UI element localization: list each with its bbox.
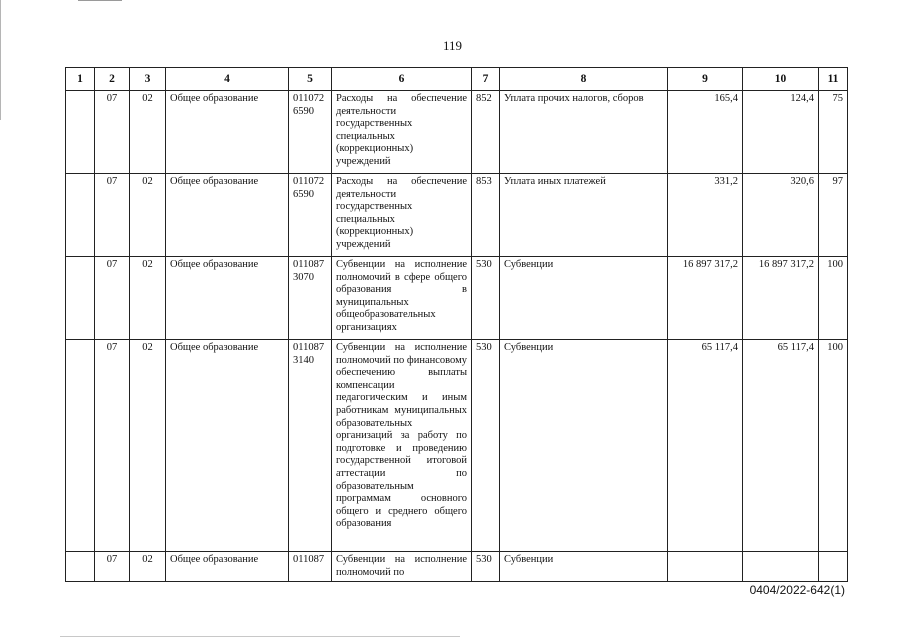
col-header-2: 2	[95, 68, 130, 91]
table-row	[66, 340, 848, 552]
cell-expense-name: Уплата прочих налогов, сборов	[500, 91, 668, 174]
cell-description: Субвенции на исполнение полномочий в сфере общего образования в муниципальных общеобразовательных организациях	[332, 257, 472, 340]
cell-target-code: 011087 3140	[289, 340, 332, 552]
cell-target-code: 011087 3070	[289, 257, 332, 340]
cell-subsection: 02	[130, 91, 166, 174]
cell-subsection: 02	[130, 552, 166, 582]
cell-col1	[66, 340, 95, 552]
cell-section: 07	[95, 91, 130, 174]
table-row	[66, 174, 848, 257]
page-number: 119	[442, 38, 463, 53]
cell-expense-name: Субвенции	[500, 340, 668, 552]
cell-percent	[819, 552, 848, 582]
col-header-4: 4	[166, 68, 289, 91]
cell-planned: 65 117,4	[668, 340, 743, 552]
cell-description: Субвенции на исполнение полномочий по	[332, 552, 472, 582]
cell-target-code: 011072 6590	[289, 91, 332, 174]
cell-percent: 100	[819, 257, 848, 340]
col-header-1: 1	[66, 68, 95, 91]
cell-percent: 100	[819, 340, 848, 552]
cell-section: 07	[95, 552, 130, 582]
cell-expense-type: 530	[472, 257, 500, 340]
col-header-10: 10	[743, 68, 819, 91]
table-row	[66, 91, 848, 174]
cell-col1	[66, 174, 95, 257]
cell-target-code: 011072 6590	[289, 174, 332, 257]
cell-section-name: Общее образование	[166, 91, 289, 174]
cell-section-name: Общее образование	[166, 340, 289, 552]
cell-description: Субвенции на исполнение полномочий по финансовому обеспечению выплаты компенсации педагогическим и иным работникам муниципальных образовательных организаций за работу по подготовке и проведению государственной итоговой аттестации по образовательным программам основного общего и среднего общего образования	[332, 340, 472, 552]
budget-table	[65, 67, 848, 582]
cell-planned: 165,4	[668, 91, 743, 174]
cell-col1	[66, 257, 95, 340]
cell-section: 07	[95, 174, 130, 257]
cell-description: Расходы на обеспечение деятельности государственных специальных (коррекционных) учреждений	[332, 174, 472, 257]
cell-expense-type: 530	[472, 340, 500, 552]
cell-section-name: Общее образование	[166, 257, 289, 340]
cell-expense-type: 853	[472, 174, 500, 257]
col-header-11: 11	[819, 68, 848, 91]
col-header-7: 7	[472, 68, 500, 91]
cell-percent: 97	[819, 174, 848, 257]
cell-section: 07	[95, 257, 130, 340]
cell-section: 07	[95, 340, 130, 552]
cell-executed: 320,6	[743, 174, 819, 257]
scan-mark-left	[0, 0, 1, 120]
cell-executed: 65 117,4	[743, 340, 819, 552]
cell-expense-name: Субвенции	[500, 257, 668, 340]
cell-expense-name: Уплата иных платежей	[500, 174, 668, 257]
cell-planned	[668, 552, 743, 582]
cell-planned: 331,2	[668, 174, 743, 257]
col-header-5: 5	[289, 68, 332, 91]
cell-planned: 16 897 317,2	[668, 257, 743, 340]
col-header-3: 3	[130, 68, 166, 91]
col-header-9: 9	[668, 68, 743, 91]
cell-section-name: Общее образование	[166, 174, 289, 257]
cell-percent: 75	[819, 91, 848, 174]
cell-executed	[743, 552, 819, 582]
cell-expense-type: 530	[472, 552, 500, 582]
table-row	[66, 257, 848, 340]
cell-executed: 16 897 317,2	[743, 257, 819, 340]
col-header-8: 8	[500, 68, 668, 91]
cell-expense-type: 852	[472, 91, 500, 174]
col-header-6: 6	[332, 68, 472, 91]
cell-col1	[66, 91, 95, 174]
cell-executed: 124,4	[743, 91, 819, 174]
document-code: 0404/2022-642(1)	[749, 583, 845, 597]
cell-subsection: 02	[130, 340, 166, 552]
cell-description: Расходы на обеспечение деятельности государственных специальных (коррекционных) учреждений	[332, 91, 472, 174]
table-row	[66, 552, 848, 582]
cell-subsection: 02	[130, 257, 166, 340]
cell-subsection: 02	[130, 174, 166, 257]
cell-expense-name: Субвенции	[500, 552, 668, 582]
cell-section-name: Общее образование	[166, 552, 289, 582]
scan-mark-bottom	[60, 636, 460, 637]
table-header-row	[66, 68, 848, 91]
cell-target-code: 011087	[289, 552, 332, 582]
scan-mark-top	[78, 0, 122, 1]
cell-col1	[66, 552, 95, 582]
